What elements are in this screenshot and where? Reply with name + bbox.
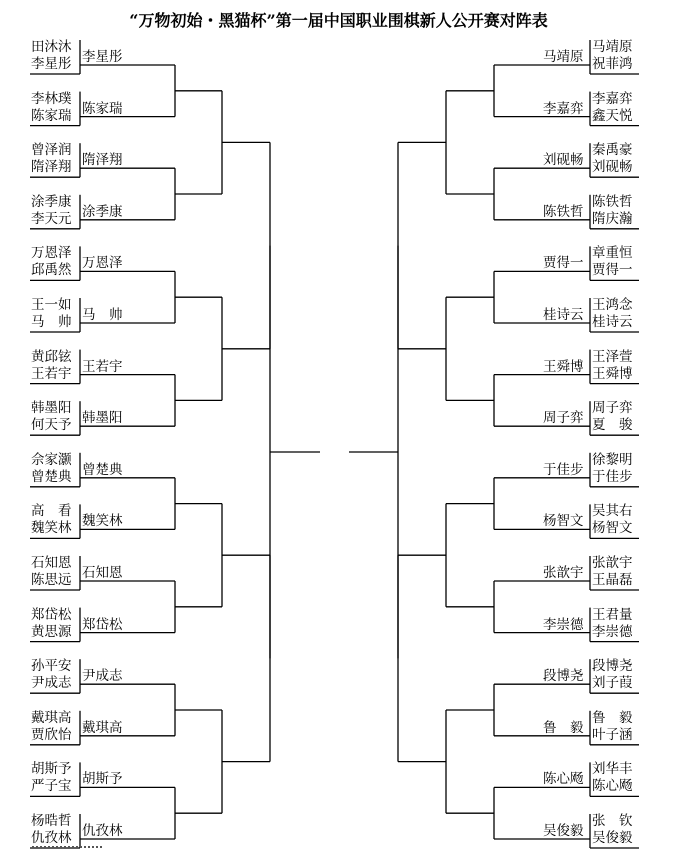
- player-name: 王若宇: [31, 365, 72, 382]
- player-name: 何天予: [31, 417, 72, 434]
- player-name: 马 帅: [31, 314, 72, 330]
- player-name: 杨晧哲: [31, 813, 72, 829]
- round2-winner: 隋泽翔: [82, 152, 123, 169]
- player-name: 贾得一: [592, 262, 633, 279]
- round2-winner: 陈家瑞: [82, 100, 123, 117]
- footer-mark: [32, 846, 102, 851]
- player-name: 张歆宇: [592, 555, 633, 571]
- player-name: 黄思源: [31, 623, 72, 640]
- round2-winner: 马靖原: [543, 49, 584, 65]
- round2-winner: 陈心飏: [543, 771, 584, 788]
- player-name: 李星彤: [31, 56, 72, 72]
- round2-winner: 马 帅: [82, 307, 123, 323]
- player-name: 杨智文: [592, 520, 633, 537]
- player-name: 魏笑林: [31, 520, 72, 537]
- player-name: 王舜博: [592, 365, 633, 382]
- round2-winner: 杨智文: [543, 513, 584, 530]
- player-name: 胡斯予: [31, 761, 72, 778]
- round2-winner: 李崇德: [543, 616, 584, 633]
- player-name: 佘家灏: [31, 451, 72, 468]
- round2-winner: 胡斯予: [82, 771, 123, 788]
- player-name: 周子弈: [592, 400, 633, 417]
- round2-winner: 戴琪高: [82, 719, 123, 736]
- player-name: 隋庆瀚: [592, 210, 633, 227]
- player-name: 吴其右: [592, 503, 633, 520]
- round2-winner: 韩墨阳: [82, 410, 123, 427]
- round2-winner: 李嘉弈: [543, 100, 584, 117]
- player-name: 曾楚典: [31, 468, 72, 485]
- player-name: 陈思远: [31, 572, 72, 588]
- player-name: 涂季康: [31, 193, 72, 210]
- player-name: 陈家瑞: [31, 107, 72, 124]
- round2-winner: 桂诗云: [543, 307, 584, 323]
- player-name: 刘砚畅: [592, 159, 633, 176]
- player-name: 李天元: [31, 210, 72, 227]
- round2-winner: 周子弈: [543, 410, 584, 427]
- player-name: 李林璞: [31, 90, 72, 107]
- page-title: “万物初始・黑猫杯”第一届中国职业围棋新人公开赛对阵表: [129, 11, 548, 30]
- player-name: 李嘉弈: [592, 90, 633, 107]
- player-name: 韩墨阳: [31, 400, 72, 417]
- player-name: 李崇德: [592, 623, 633, 640]
- player-name: 邱禹然: [31, 262, 72, 279]
- player-name: 叶子涵: [592, 726, 633, 743]
- round2-winner: 王若宇: [82, 358, 123, 375]
- player-name: 秦禹豪: [592, 142, 633, 159]
- player-name: 祝菲鸿: [592, 56, 633, 72]
- player-name: 戴琪高: [31, 709, 72, 726]
- player-name: 严子宝: [31, 778, 72, 795]
- round2-winner: 尹成志: [82, 668, 123, 685]
- player-name: 刘华丰: [592, 761, 633, 778]
- player-name: 郑岱松: [31, 606, 72, 623]
- round2-winner: 李星彤: [82, 49, 123, 65]
- round2-winner: 刘砚畅: [543, 152, 584, 169]
- round2-winner: 魏笑林: [82, 513, 123, 530]
- player-name: 万恩泽: [31, 245, 72, 262]
- round2-winner: 于佳步: [543, 461, 584, 478]
- player-name: 章重恒: [592, 245, 633, 262]
- round2-winner: 石知恩: [82, 565, 123, 581]
- player-name: 徐黎明: [592, 451, 633, 468]
- round2-winner: 仇孜林: [82, 823, 123, 839]
- player-name: 石知恩: [31, 555, 72, 571]
- player-name: 尹成志: [31, 675, 72, 692]
- player-name: 王君量: [592, 606, 633, 623]
- player-name: 贾欣怡: [31, 726, 72, 743]
- player-name: 鲁 毅: [592, 709, 633, 726]
- round2-winner: 吴俊毅: [543, 823, 584, 839]
- player-name: 田沐沐: [31, 39, 72, 55]
- player-name: 马靖原: [592, 39, 633, 55]
- player-name: 王鸿念: [592, 297, 633, 313]
- round2-winner: 鲁 毅: [543, 719, 584, 736]
- player-name: 陈心飏: [592, 778, 633, 795]
- player-name: 曾泽润: [31, 142, 72, 159]
- round2-winner: 曾楚典: [82, 461, 123, 478]
- round2-winner: 张歆宇: [543, 565, 584, 581]
- round2-winner: 涂季康: [82, 203, 123, 220]
- player-name: 于佳步: [592, 468, 633, 485]
- player-name: 陈铁哲: [592, 193, 633, 210]
- round2-winner: 段博尧: [543, 668, 584, 685]
- round2-winner: 贾得一: [543, 255, 584, 272]
- round2-winner: 王舜博: [543, 358, 584, 375]
- player-name: 隋泽翔: [31, 159, 72, 176]
- player-name: 段博尧: [592, 658, 633, 675]
- player-name: 桂诗云: [592, 314, 633, 330]
- player-name: 高 看: [31, 503, 72, 520]
- player-name: 仇孜林: [31, 830, 72, 846]
- player-name: 孙平安: [31, 658, 72, 675]
- player-name: 张 钦: [592, 813, 633, 829]
- player-name: 王泽萱: [592, 348, 633, 365]
- round2-winner: 万恩泽: [82, 255, 123, 272]
- player-name: 夏 骏: [592, 417, 633, 434]
- round2-winner: 郑岱松: [82, 616, 123, 633]
- player-name: 黄邱铉: [31, 348, 72, 365]
- player-name: 吴俊毅: [592, 830, 633, 846]
- player-name: 王晶磊: [592, 572, 633, 588]
- player-name: 王一如: [31, 297, 72, 313]
- round2-winner: 陈铁哲: [543, 203, 584, 220]
- player-name: 刘子葭: [592, 675, 633, 692]
- player-name: 鑫天悦: [592, 107, 633, 124]
